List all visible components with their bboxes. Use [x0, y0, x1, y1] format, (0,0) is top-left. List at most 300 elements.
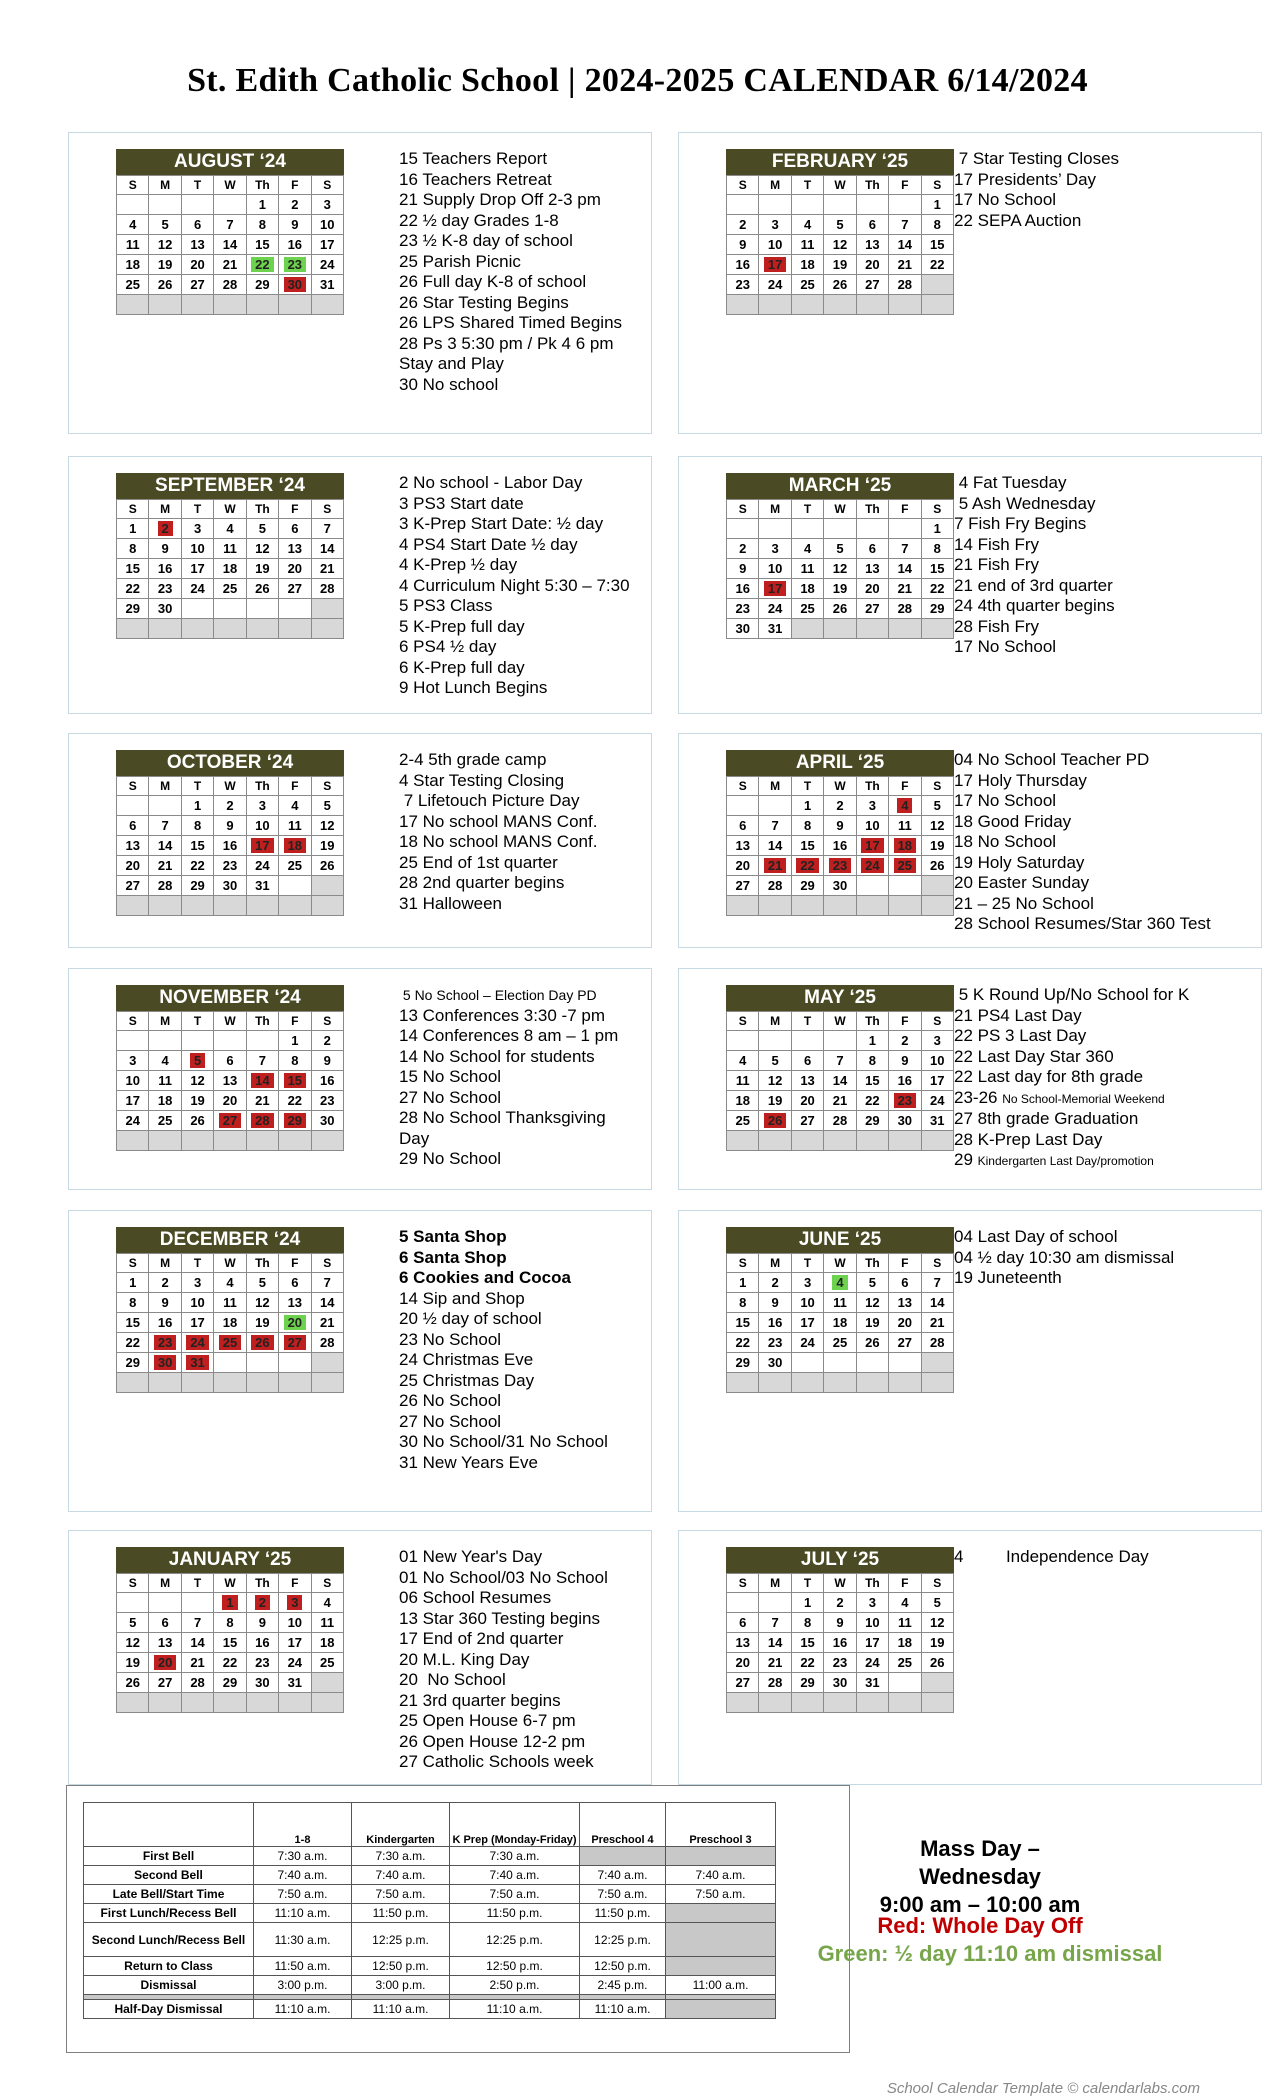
weekday-label: M — [149, 1574, 181, 1593]
weekday-label: W — [214, 500, 246, 519]
day-number: 28 — [767, 878, 783, 893]
day-number: 19 — [255, 561, 270, 576]
calendar-day — [279, 235, 311, 255]
calendar-day — [727, 796, 759, 816]
day-number: 21 — [930, 1315, 945, 1330]
day-number: 5 — [323, 798, 331, 813]
bell-row-label: Half-Day Dismissal — [84, 2000, 254, 2019]
weekday-label: F — [889, 176, 921, 195]
day-number: 15 — [255, 237, 270, 252]
weekday-label: S — [727, 500, 759, 519]
bell-time — [580, 1847, 666, 1866]
calendar-day — [791, 1313, 823, 1333]
day-number: 2 — [161, 1275, 169, 1290]
calendar-day — [279, 816, 311, 836]
calendar-day — [824, 579, 856, 599]
event-line: 19 Juneteenth — [954, 1268, 1062, 1287]
bell-time: 7:30 a.m. — [450, 1847, 580, 1866]
calendar-day — [149, 619, 181, 639]
calendar-day — [824, 816, 856, 836]
calendar-day — [921, 195, 953, 215]
calendar-day — [921, 1313, 953, 1333]
bell-time: 3:00 p.m. — [254, 1976, 352, 1995]
calendar-day — [117, 1633, 149, 1653]
bell-time: 2:50 p.m. — [450, 1976, 580, 1995]
calendar-day — [759, 1613, 791, 1633]
calendar-day — [117, 195, 149, 215]
calendar-day — [311, 295, 343, 315]
event-line: 04 ½ day 10:30 am dismissal — [954, 1247, 1175, 1267]
day-number: 25 — [222, 581, 238, 596]
calendar-day — [246, 1653, 278, 1673]
day-number: 1 — [803, 1595, 812, 1610]
event-line: 5 Santa Shop — [399, 1227, 507, 1246]
event-line: 23 ½ K-8 day of school — [399, 231, 573, 250]
calendar-day — [824, 1633, 856, 1653]
day-number: 22 — [930, 581, 945, 596]
calendar-day — [214, 579, 246, 599]
weekday-label: W — [214, 1574, 246, 1593]
calendar-day — [311, 1111, 343, 1131]
day-number: 24 — [125, 1113, 140, 1128]
weekday-label: M — [149, 500, 181, 519]
calendar-day — [791, 1293, 823, 1313]
day-number: 29 — [190, 878, 205, 893]
weekday-label: Th — [856, 500, 888, 519]
bell-schedule — [66, 1785, 850, 2053]
month-panel — [678, 968, 1262, 1190]
calendar-day — [311, 1131, 343, 1151]
day-number: 6 — [803, 1053, 812, 1068]
calendar-day — [214, 876, 246, 896]
calendar-day — [246, 559, 278, 579]
calendar-day — [181, 1313, 213, 1333]
weekday-label: Th — [856, 176, 888, 195]
day-number: 19 — [125, 1655, 140, 1670]
event-line: 18 No school MANS Conf. — [399, 832, 598, 851]
calendar-day — [311, 255, 343, 275]
day-number: 27 — [735, 1675, 750, 1690]
day-number: 11 — [158, 1073, 172, 1088]
weekday-label: M — [759, 500, 791, 519]
calendar-day — [181, 1653, 213, 1673]
calendar-day — [246, 1353, 278, 1373]
calendar-day — [311, 235, 343, 255]
day-number: 24 — [287, 1655, 303, 1670]
weekday-label: T — [181, 500, 213, 519]
day-number: 12 — [930, 1615, 945, 1630]
day-number: 18 — [222, 561, 238, 576]
weekday-label: W — [824, 1012, 856, 1031]
calendar-day — [889, 1273, 921, 1293]
calendar-day — [889, 1673, 921, 1693]
event-line: 22 Last day for 8th grade — [954, 1067, 1144, 1086]
calendar-day — [311, 1273, 343, 1293]
day-number: 8 — [803, 818, 812, 833]
calendar-day — [246, 856, 278, 876]
day-number: 6 — [161, 1615, 169, 1630]
day-number: 7 — [933, 1275, 941, 1290]
calendar-day — [181, 856, 213, 876]
calendar-day — [856, 1131, 888, 1151]
calendar-day — [246, 1593, 278, 1613]
weekday-label: F — [279, 500, 311, 519]
day-number: 15 — [222, 1635, 238, 1650]
weekday-label: F — [279, 1574, 311, 1593]
day-number: 23 — [832, 1655, 848, 1670]
weekday-label: S — [727, 1012, 759, 1031]
calendar-day — [181, 1333, 213, 1353]
month-name: MAY ‘25 — [726, 985, 954, 1011]
month-panel — [678, 1530, 1262, 1785]
month-panel — [68, 456, 652, 714]
day-number: 16 — [832, 838, 848, 853]
calendar-day — [856, 896, 888, 916]
calendar-day — [311, 559, 343, 579]
calendar-day — [117, 1273, 149, 1293]
weekday-label: Th — [246, 777, 278, 796]
day-number: 10 — [190, 1295, 205, 1310]
calendar-day — [279, 876, 311, 896]
event-line: 4 Fat Tuesday — [954, 473, 1067, 492]
calendar-day — [759, 1293, 791, 1313]
bell-row-label: Second Lunch/Recess Bell — [84, 1923, 254, 1957]
event-line: 17 No School — [954, 637, 1057, 656]
calendar-day — [246, 539, 278, 559]
calendar-day — [889, 1131, 921, 1151]
weekday-label: W — [824, 777, 856, 796]
day-number: 8 — [226, 1615, 234, 1630]
calendar-day — [149, 215, 181, 235]
day-number: 11 — [800, 237, 815, 252]
month-panel — [678, 456, 1262, 714]
day-number: 1 — [933, 197, 941, 212]
day-number: 2 — [291, 197, 299, 212]
calendar-day — [149, 796, 181, 816]
day-number: 7 — [836, 1053, 844, 1068]
day-number: 27 — [897, 1335, 913, 1350]
day-number: 25 — [735, 1113, 750, 1128]
calendar-day — [149, 519, 181, 539]
calendar-day — [727, 1051, 759, 1071]
day-number: 8 — [803, 1615, 812, 1630]
calendar-day — [117, 1653, 149, 1673]
bell-time: 7:40 a.m. — [580, 1866, 666, 1885]
bell-time: 11:10 a.m. — [580, 2000, 666, 2019]
weekday-label: S — [117, 500, 149, 519]
weekday-label: T — [791, 777, 823, 796]
event-line: 2-4 5th grade camp — [399, 750, 547, 769]
day-number: 8 — [193, 818, 202, 833]
bell-time — [666, 1923, 776, 1957]
calendar-day — [117, 1673, 149, 1693]
calendar-day — [759, 1593, 791, 1613]
calendar-day — [246, 1111, 278, 1131]
calendar-day — [791, 876, 823, 896]
event-line: 5 Ash Wednesday — [954, 493, 1096, 513]
calendar-day — [214, 599, 246, 619]
calendar-day — [311, 1593, 343, 1613]
day-number: 5 — [836, 541, 844, 556]
calendar-day — [727, 876, 759, 896]
calendar-day — [921, 1373, 953, 1393]
calendar-day — [149, 1353, 181, 1373]
month-panel — [678, 1210, 1262, 1512]
calendar-day — [889, 235, 921, 255]
day-number: 25 — [125, 277, 140, 292]
calendar-day — [181, 1273, 213, 1293]
calendar-day — [279, 1633, 311, 1653]
day-number: 20 — [125, 858, 140, 873]
day-number: 1 — [193, 798, 202, 813]
calendar-day — [791, 215, 823, 235]
event-line: 04 No School Teacher PD — [954, 750, 1150, 769]
day-number: 25 — [287, 858, 303, 873]
calendar-day — [117, 1111, 149, 1131]
calendar-day — [921, 816, 953, 836]
day-number: 30 — [284, 277, 306, 292]
calendar-day — [759, 1373, 791, 1393]
calendar-day — [181, 1293, 213, 1313]
weekday-label: S — [117, 1012, 149, 1031]
bell-time: 12:25 p.m. — [352, 1923, 450, 1957]
calendar-day — [181, 1031, 213, 1051]
calendar-day — [824, 539, 856, 559]
day-number: 21 — [897, 581, 913, 596]
calendar-day — [279, 1373, 311, 1393]
calendar-day — [214, 1353, 246, 1373]
calendar-day — [727, 1693, 759, 1713]
day-number: 4 — [323, 1595, 331, 1610]
day-number: 17 — [190, 561, 205, 576]
calendar-day — [279, 599, 311, 619]
calendar-day — [279, 1353, 311, 1373]
day-number: 30 — [320, 1113, 335, 1128]
calendar-day — [181, 1373, 213, 1393]
calendar-day — [759, 1653, 791, 1673]
day-number: 25 — [897, 1655, 913, 1670]
calendar-day — [246, 1273, 278, 1293]
day-number: 6 — [739, 818, 747, 833]
calendar-day — [889, 796, 921, 816]
calendar-day — [824, 1031, 856, 1051]
calendar-day — [921, 856, 953, 876]
day-number: 31 — [320, 277, 335, 292]
event-line: 22 PS 3 Last Day — [954, 1026, 1087, 1045]
event-line: 28 Fish Fry — [954, 616, 1040, 636]
mass-day-note — [860, 1835, 1100, 1919]
event-line: 25 Open House 6-7 pm — [399, 1711, 576, 1730]
weekday-label: S — [921, 777, 953, 796]
event-line: 5 No School – Election Day PD — [399, 987, 597, 1003]
calendar-day — [791, 275, 823, 295]
day-number: 17 — [764, 257, 786, 272]
day-number: 24 — [767, 277, 783, 292]
calendar-day — [311, 1091, 343, 1111]
calendar-day — [824, 1293, 856, 1313]
event-line: 29 Kindergarten Last Day/promotion — [954, 1150, 1154, 1169]
calendar-day — [181, 1593, 213, 1613]
event-line: 28 K-Prep Last Day — [954, 1129, 1103, 1149]
calendar-day — [181, 1051, 213, 1071]
day-number: 3 — [129, 1053, 137, 1068]
day-number: 13 — [800, 1073, 815, 1088]
day-number: 24 — [320, 257, 335, 272]
day-number: 6 — [193, 217, 202, 232]
event-line: 20 Easter Sunday — [954, 873, 1090, 892]
calendar-day — [117, 295, 149, 315]
day-number: 6 — [739, 1615, 747, 1630]
bell-time: 7:50 a.m. — [254, 1885, 352, 1904]
weekday-label: Th — [856, 1574, 888, 1593]
day-number: 10 — [287, 1615, 303, 1630]
day-number: 26 — [930, 1655, 945, 1670]
day-number: 10 — [865, 818, 880, 833]
day-number: 19 — [930, 838, 945, 853]
calendar-day — [727, 896, 759, 916]
calendar-day — [311, 896, 343, 916]
day-number: 16 — [767, 1315, 783, 1330]
day-number: 27 — [865, 601, 880, 616]
day-number: 25 — [800, 277, 815, 292]
weekday-label: T — [791, 176, 823, 195]
calendar-day — [856, 295, 888, 315]
calendar-day — [856, 1071, 888, 1091]
calendar-day — [279, 559, 311, 579]
day-number: 24 — [930, 1093, 945, 1108]
calendar-day — [117, 1313, 149, 1333]
event-line: 31 New Years Eve — [399, 1452, 538, 1472]
calendar-day — [214, 1273, 246, 1293]
day-number: 13 — [125, 838, 140, 853]
weekday-label: W — [214, 777, 246, 796]
calendar-day — [759, 619, 791, 639]
day-number: 7 — [258, 1053, 267, 1068]
calendar-day — [727, 559, 759, 579]
day-number: 10 — [190, 541, 205, 556]
day-number: 3 — [193, 1275, 202, 1290]
day-number: 19 — [832, 257, 848, 272]
weekday-label: W — [214, 1254, 246, 1273]
calendar-day — [759, 519, 791, 539]
calendar-day — [759, 896, 791, 916]
calendar-day — [759, 295, 791, 315]
calendar-day — [824, 1071, 856, 1091]
calendar-day — [759, 836, 791, 856]
event-line: 21 3rd quarter begins — [399, 1690, 561, 1710]
calendar-day — [117, 1131, 149, 1151]
event-line: 17 Holy Thursday — [954, 770, 1087, 790]
day-number: 2 — [836, 798, 844, 813]
day-number: 18 — [897, 1635, 913, 1650]
calendar-day — [246, 255, 278, 275]
weekday-label: M — [759, 176, 791, 195]
day-number: 10 — [255, 818, 270, 833]
day-number: 4 — [739, 1053, 747, 1068]
day-number: 25 — [157, 1113, 173, 1128]
event-line: Day — [399, 1128, 430, 1148]
calendar-day — [791, 1071, 823, 1091]
calendar-day — [791, 1051, 823, 1071]
event-line: 7 Fish Fry Begins — [954, 514, 1087, 533]
day-number: 4 — [161, 1053, 169, 1068]
calendar-day — [727, 836, 759, 856]
day-number: 30 — [255, 1675, 270, 1690]
weekday-label: S — [117, 176, 149, 195]
bell-time: 12:25 p.m. — [580, 1923, 666, 1957]
weekday-label: T — [791, 1254, 823, 1273]
day-number: 27 — [125, 878, 140, 893]
day-number: 28 — [897, 277, 913, 292]
calendar-day — [311, 856, 343, 876]
day-number: 23 — [255, 1655, 270, 1670]
day-number: 3 — [287, 1595, 302, 1610]
day-number: 13 — [865, 561, 880, 576]
calendar-day — [921, 599, 953, 619]
calendar-day — [117, 559, 149, 579]
calendar-day — [921, 1593, 953, 1613]
day-number: 24 — [190, 581, 205, 596]
month-name: APRIL ‘25 — [726, 750, 954, 776]
calendar-day — [311, 1071, 343, 1091]
day-number: 9 — [161, 541, 169, 556]
calendar-day — [279, 579, 311, 599]
bell-row-label: Return to Class — [84, 1957, 254, 1976]
calendar-day — [279, 255, 311, 275]
calendar-day — [279, 1673, 311, 1693]
day-number: 3 — [868, 798, 877, 813]
calendar-day — [117, 1071, 149, 1091]
calendar-day — [117, 539, 149, 559]
bell-row-label: Dismissal — [84, 1976, 254, 1995]
month-events — [399, 750, 597, 914]
weekday-label: Th — [246, 1254, 278, 1273]
calendar-day — [791, 1673, 823, 1693]
calendar-day — [889, 1693, 921, 1713]
event-line: 27 Catholic Schools week — [399, 1752, 594, 1771]
weekday-label: S — [117, 1574, 149, 1593]
bell-time: 12:50 p.m. — [352, 1957, 450, 1976]
calendar-day — [824, 295, 856, 315]
month-grid — [116, 499, 344, 639]
bell-time: 11:10 a.m. — [254, 2000, 352, 2019]
calendar-day — [149, 1051, 181, 1071]
calendar-day — [759, 816, 791, 836]
calendar-day — [279, 1653, 311, 1673]
day-number: 14 — [832, 1073, 848, 1088]
day-number: 16 — [287, 237, 303, 252]
calendar-day — [214, 836, 246, 856]
calendar-day — [246, 619, 278, 639]
calendar-day — [824, 275, 856, 295]
calendar-day — [759, 1353, 791, 1373]
event-line: 5 K Round Up/No School for K — [954, 985, 1190, 1004]
calendar-day — [181, 816, 213, 836]
day-number: 2 — [836, 1595, 844, 1610]
month-grid — [726, 1573, 954, 1713]
day-number: 15 — [800, 838, 815, 853]
weekday-label: Th — [856, 777, 888, 796]
day-number: 19 — [832, 581, 848, 596]
day-number: 26 — [157, 277, 173, 292]
day-number: 16 — [735, 257, 750, 272]
event-line: 27 8th grade Graduation — [954, 1109, 1139, 1128]
weekday-label: T — [181, 1574, 213, 1593]
day-number: 28 — [320, 581, 335, 596]
day-number: 23 — [894, 1093, 916, 1108]
calendar-day — [889, 1293, 921, 1313]
calendar-day — [856, 836, 888, 856]
